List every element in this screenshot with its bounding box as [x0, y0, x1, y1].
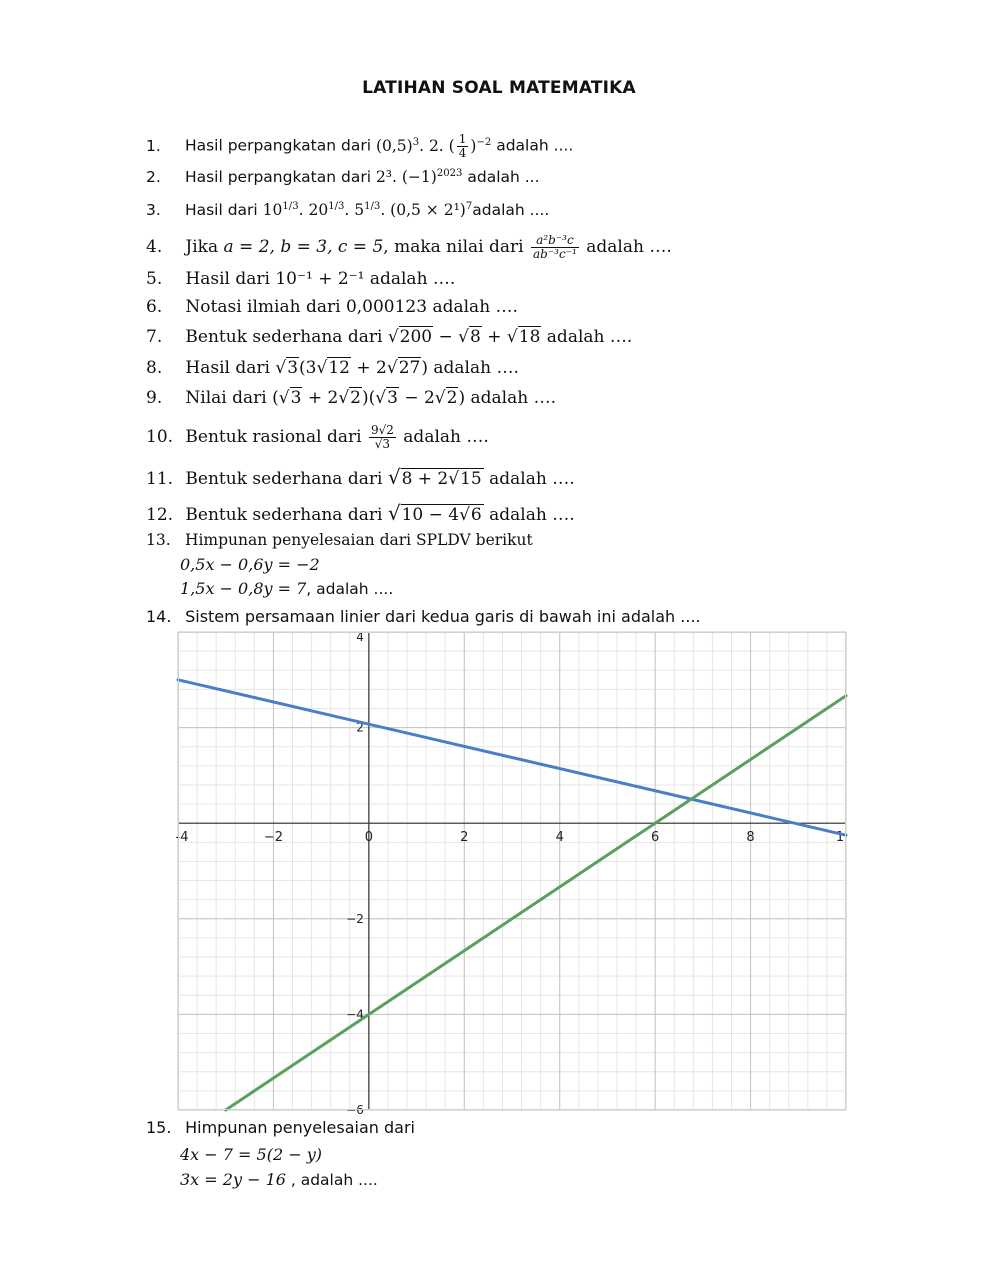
- question-number: 10.: [146, 427, 174, 447]
- x-tick-label: 8: [746, 830, 755, 846]
- question-suffix: adalah ….: [489, 469, 575, 489]
- x-tick-label: 1: [835, 830, 845, 846]
- question-text: Jika: [185, 237, 219, 257]
- y-tick-label: −6: [346, 1103, 364, 1117]
- question-12: [146, 502, 575, 526]
- y-tick-label: −4: [346, 1007, 364, 1022]
- question-suffix: adalah ...: [467, 168, 540, 186]
- question-suffix: adalah ….: [403, 427, 489, 447]
- question-number: 4.: [146, 237, 163, 257]
- question-3: [146, 199, 549, 221]
- equation-15-2: 3x = 2y − 16 , adalah ....: [180, 1170, 378, 1189]
- series-line-2: [226, 696, 846, 1110]
- question-text: Himpunan penyelesaian dari SPLDV berikut: [184, 531, 533, 549]
- series-line-1: [178, 680, 846, 835]
- question-text: Hasil perpangkatan dari: [184, 136, 371, 155]
- x-tick-label: 0: [364, 830, 373, 846]
- question-number: 15.: [146, 1118, 172, 1137]
- question-8: [146, 357, 519, 379]
- math-expression: √8 + 2√15: [387, 465, 482, 489]
- question-text: Nilai dari: [185, 388, 267, 408]
- question-number: 14.: [146, 607, 172, 626]
- question-number: 6.: [146, 297, 163, 317]
- question-11: [146, 466, 575, 490]
- question-number: 13.: [146, 531, 171, 549]
- question-suffix: adalah ….: [489, 505, 575, 525]
- question-7: [146, 326, 632, 348]
- math-expression: $10^{1/3}$. $20^{1/3}$. $5^{1/3}$. $(0,5 \times 2^1)^7$: [262, 200, 473, 219]
- math-expression: √3(3√12 + 2√27): [275, 358, 428, 378]
- question-number: 9.: [146, 388, 163, 408]
- y-tick-label: −2: [346, 911, 364, 926]
- question-text: Himpunan penyelesaian dari: [185, 1118, 415, 1137]
- page-title: LATIHAN SOAL MATEMATIKA: [362, 78, 636, 98]
- math-expression: √200 − √8 + √18: [387, 327, 541, 347]
- question-10: [146, 424, 489, 451]
- question-suffix: adalah ….: [586, 237, 672, 257]
- question-15: [146, 1117, 415, 1139]
- question-text: Bentuk sederhana dari: [185, 469, 383, 489]
- y-tick-label: 4: [356, 630, 364, 644]
- equation-13-2: 1,5x − 0,8y = 7, adalah ....: [180, 579, 394, 598]
- question-number: 8.: [146, 358, 163, 378]
- x-tick-label: 6: [651, 830, 660, 846]
- x-tick-label: 4: [555, 830, 564, 846]
- question-suffix: adalah ….: [369, 269, 456, 289]
- question-text-mid: , maka nilai dari: [383, 237, 524, 257]
- question-number: 7.: [146, 327, 163, 347]
- question-suffix: adalah ....: [472, 201, 550, 219]
- question-suffix: adalah ….: [470, 388, 556, 408]
- question-suffix: adalah ….: [433, 358, 519, 378]
- question-5: [146, 268, 455, 290]
- math-expression: √10 − 4√6: [387, 501, 482, 525]
- question-number: 3.: [146, 201, 161, 219]
- question-suffix: adalah ….: [546, 327, 633, 347]
- question-text: Hasil dari: [185, 269, 270, 289]
- question-13: [146, 529, 533, 551]
- math-expression: $(0,5)^3$. 2. ( $\frac{1}{4}$ )$^{-2}$: [375, 132, 492, 160]
- question-number: 11.: [146, 469, 174, 489]
- question-number: 12.: [146, 505, 174, 525]
- question-text: Bentuk sederhana dari: [185, 505, 383, 525]
- question-text: Bentuk sederhana dari: [185, 327, 383, 347]
- math-fraction: $\frac{9√2}{√3}$: [370, 423, 394, 451]
- question-text: Hasil dari: [185, 358, 270, 378]
- question-text: Notasi ilmiah dari 0,000123 adalah ….: [185, 297, 518, 317]
- question-text: Hasil perpangkatan dari: [184, 168, 371, 186]
- line-chart: [175, 630, 846, 1117]
- y-tick-label: 2: [356, 720, 364, 735]
- question-6: [146, 296, 518, 318]
- math-expression: a = 2, b = 3, c = 5: [223, 237, 384, 257]
- question-suffix: adalah ....: [496, 136, 574, 155]
- question-text: Bentuk rasional dari: [185, 427, 362, 447]
- question-text: Sistem persamaan linier dari kedua garis di bawah ini adalah ....: [185, 607, 701, 626]
- math-expression: 10⁻¹ + 2⁻¹: [275, 269, 365, 289]
- question-2: [146, 166, 540, 188]
- x-tick-label: −2: [263, 830, 284, 846]
- math-fraction: $\frac{\text{a²b⁻³c}}{\text{ab⁻³c⁻¹}}$: [532, 233, 577, 261]
- math-expression: 2³. $(-1)^{2023}$: [375, 167, 463, 186]
- question-number: 5.: [146, 269, 163, 289]
- equation-13-1: 0,5x − 0,6y = −2: [180, 555, 320, 574]
- question-14: [146, 606, 701, 628]
- math-expression: (√3 + 2√2)(√3 − 2√2): [272, 388, 466, 408]
- x-tick-label: 2: [460, 830, 469, 846]
- question-1: [146, 133, 573, 160]
- equation-15-1: 4x − 7 = 5(2 − y): [180, 1145, 322, 1164]
- question-4: [146, 234, 672, 261]
- x-tick-label: -4: [175, 830, 189, 846]
- question-number: 2.: [146, 168, 161, 186]
- question-9: [146, 387, 556, 409]
- question-number: 1.: [146, 136, 161, 155]
- question-text: Hasil dari: [184, 201, 258, 219]
